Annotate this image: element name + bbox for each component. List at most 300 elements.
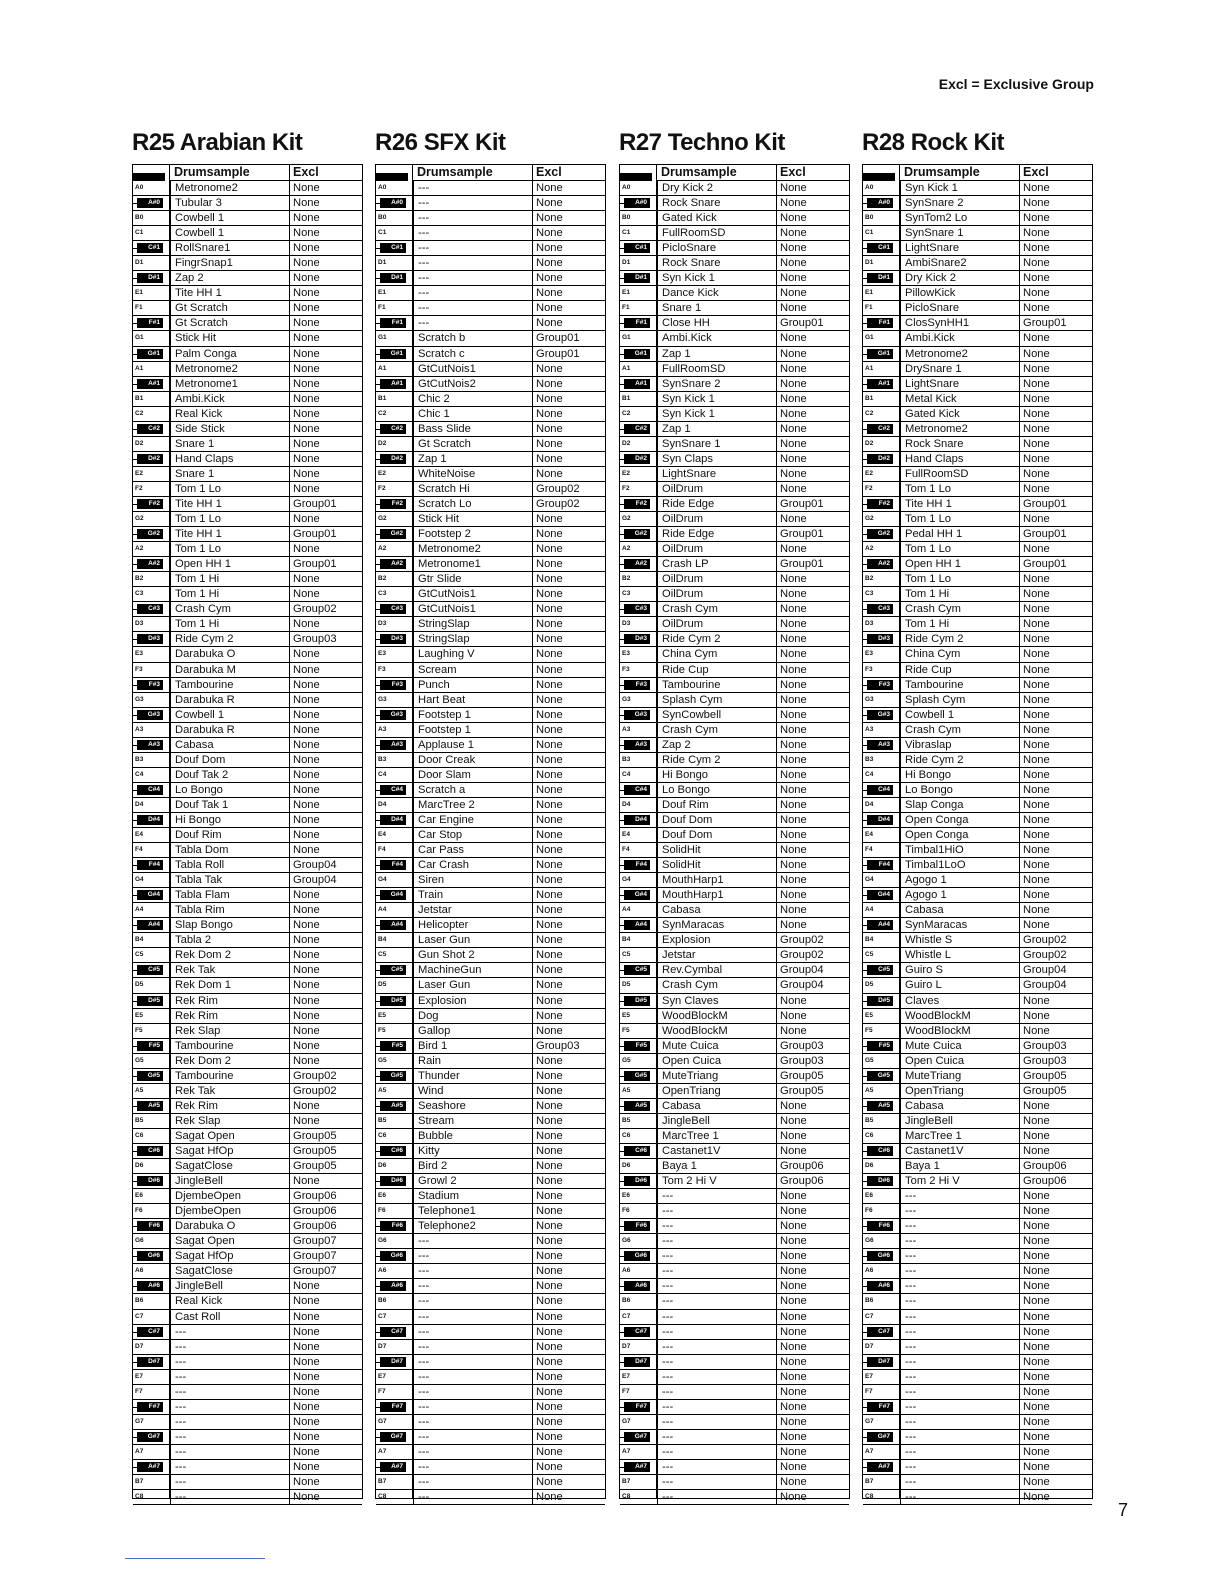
drumsample-cell: ---	[900, 1189, 1020, 1203]
excl-cell: None	[1023, 1129, 1050, 1142]
key-label: E5	[865, 1011, 873, 1019]
black-key	[620, 1249, 657, 1263]
key-label: E2	[865, 469, 873, 477]
drumsample-cell: Metronome1	[170, 377, 290, 391]
white-key	[376, 1189, 413, 1203]
drumsample-cell: SagatClose	[170, 1264, 290, 1278]
white-key	[620, 1385, 657, 1399]
black-key	[863, 241, 900, 255]
drumsample-cell: SolidHit	[657, 858, 777, 872]
white-key	[620, 1204, 657, 1218]
white-key	[133, 873, 170, 887]
excl-cell: None	[780, 693, 807, 706]
table-row	[620, 798, 849, 813]
excl-cell: None	[780, 1400, 807, 1413]
table-row	[863, 572, 1092, 587]
excl-cell: Group05	[780, 1069, 824, 1082]
key-label: G#4	[867, 890, 893, 900]
key-label: F6	[622, 1207, 630, 1215]
drumsample-cell: ---	[900, 1370, 1020, 1384]
key-label: C2	[135, 409, 144, 417]
table-row	[863, 1430, 1092, 1445]
key-label: D2	[622, 439, 631, 447]
excl-cell: None	[1023, 889, 1050, 902]
key-label: G#4	[624, 890, 650, 900]
drumsample-cell: Laughing V	[413, 647, 533, 661]
key-label: A7	[865, 1447, 874, 1455]
excl-cell: None	[780, 1235, 807, 1248]
table-row	[620, 347, 849, 362]
key-label: D7	[378, 1342, 387, 1350]
table-row	[376, 557, 605, 572]
key-label: F7	[622, 1387, 630, 1395]
drumsample-cell: Tom 2 Hi V	[900, 1174, 1020, 1188]
excl-cell: Group03	[780, 1054, 824, 1067]
excl-cell: None	[780, 1460, 807, 1473]
black-key	[620, 241, 657, 255]
excl-cell: None	[536, 693, 563, 706]
table-row	[133, 1340, 362, 1355]
key-label: G#6	[624, 1251, 650, 1261]
drumsample-cell: Siren	[413, 873, 533, 887]
drumsample-cell: MarcTree 1	[900, 1129, 1020, 1143]
excl-cell: None	[293, 1491, 320, 1504]
white-key	[376, 226, 413, 240]
table-row	[376, 978, 605, 993]
black-key	[863, 196, 900, 210]
key-label: C#5	[867, 965, 893, 975]
white-key	[376, 256, 413, 270]
drumsample-cell: Douf Rim	[170, 828, 290, 842]
white-key	[863, 1189, 900, 1203]
white-key	[133, 978, 170, 992]
drumsample-cell: Ride Cym 2	[657, 632, 777, 646]
white-key	[620, 407, 657, 421]
key-label: B7	[622, 1478, 631, 1486]
table-row	[863, 286, 1092, 301]
table-row	[863, 888, 1092, 903]
drumsample-cell: Tite HH 1	[170, 497, 290, 511]
excl-cell: None	[536, 1099, 563, 1112]
white-key	[863, 1385, 900, 1399]
drumsample-cell: Metronome2	[170, 362, 290, 376]
key-label: G4	[135, 876, 144, 884]
excl-cell: None	[536, 182, 563, 194]
table-row	[620, 422, 849, 437]
key-label: C#4	[624, 785, 650, 795]
key-label: B6	[622, 1297, 631, 1305]
table-row	[133, 1475, 362, 1490]
black-key	[133, 557, 170, 571]
excl-cell: None	[293, 1024, 320, 1037]
key-label: C#4	[380, 785, 406, 795]
key-label: D3	[622, 620, 631, 628]
white-key	[133, 617, 170, 631]
table-row	[863, 632, 1092, 647]
black-key	[376, 1430, 413, 1444]
white-key	[620, 1294, 657, 1308]
table-row	[620, 1415, 849, 1430]
key-label: C#3	[624, 604, 650, 614]
excl-cell: None	[536, 543, 563, 556]
black-key	[133, 1355, 170, 1369]
table-row	[863, 873, 1092, 888]
table-row	[133, 708, 362, 723]
excl-cell: None	[536, 859, 563, 872]
drumsample-cell: StringSlap	[413, 617, 533, 631]
drumsample-cell: Helicopter	[413, 918, 533, 932]
table-row	[863, 1129, 1092, 1144]
key-label: G3	[865, 695, 874, 703]
white-key	[620, 1129, 657, 1143]
black-key	[620, 1099, 657, 1113]
key-label: B4	[865, 936, 874, 944]
excl-cell: None	[536, 919, 563, 932]
white-key	[620, 1114, 657, 1128]
table-row	[620, 768, 849, 783]
key-label: G#2	[624, 529, 650, 539]
table-row	[863, 948, 1092, 963]
key-label: C1	[378, 229, 387, 237]
key-label: G4	[865, 876, 874, 884]
white-key	[863, 226, 900, 240]
table-row	[620, 647, 849, 662]
key-label: B0	[865, 214, 874, 222]
table-row	[620, 1069, 849, 1084]
key-label: A#1	[624, 379, 650, 389]
table-row	[863, 1144, 1092, 1159]
drumsample-cell: ---	[657, 1430, 777, 1444]
table-row	[863, 271, 1092, 286]
key-label: F#7	[137, 1402, 163, 1412]
key-label: C5	[378, 951, 387, 959]
black-key	[133, 1069, 170, 1083]
drumsample-cell: MouthHarp1	[657, 873, 777, 887]
drumsample-cell: Ride Cup	[900, 663, 1020, 677]
black-key	[620, 1279, 657, 1293]
excl-cell: None	[780, 1295, 807, 1308]
table-header	[900, 165, 1092, 181]
table-row	[863, 377, 1092, 392]
excl-cell: None	[536, 1190, 563, 1203]
excl-cell: None	[293, 693, 320, 706]
white-key	[376, 768, 413, 782]
table-row	[376, 647, 605, 662]
drumsample-cell: Tom 1 Lo	[170, 542, 290, 556]
black-key	[376, 422, 413, 436]
black-key	[133, 241, 170, 255]
key-label: D2	[378, 439, 387, 447]
excl-cell: None	[1023, 212, 1050, 225]
excl-cell: None	[536, 1415, 563, 1428]
table-row	[620, 1249, 849, 1264]
key-label: A6	[622, 1267, 631, 1275]
key-label: D7	[135, 1342, 144, 1350]
excl-cell: Group01	[780, 528, 824, 541]
key-label: G#2	[380, 529, 406, 539]
table-row	[863, 753, 1092, 768]
white-key	[133, 331, 170, 345]
excl-cell: Group05	[1023, 1069, 1067, 1082]
excl-cell: None	[536, 1220, 563, 1233]
drumsample-cell: Ride Edge	[657, 527, 777, 541]
drumsample-cell: FullRoomSD	[657, 226, 777, 240]
table-row	[863, 512, 1092, 527]
key-label: C#4	[867, 785, 893, 795]
table-row	[133, 1039, 362, 1054]
key-label: D#3	[137, 634, 163, 644]
excl-cell: None	[1023, 783, 1050, 796]
drumsample-cell: Tom 1 Lo	[900, 482, 1020, 496]
key-label: F#3	[867, 680, 893, 690]
table-row	[376, 1189, 605, 1204]
table-row	[620, 392, 849, 407]
key-label: C8	[865, 1493, 874, 1501]
excl-cell: None	[293, 227, 320, 240]
key-label: A1	[865, 364, 874, 372]
table-row	[376, 963, 605, 978]
black-key	[376, 994, 413, 1008]
key-label: F6	[135, 1207, 143, 1215]
drumsample-cell: Scratch c	[413, 347, 533, 361]
drumsample-cell: Ambi.Kick	[170, 392, 290, 406]
white-key	[376, 467, 413, 481]
white-key	[863, 437, 900, 451]
key-label: D#7	[137, 1357, 163, 1367]
excl-cell: Group03	[293, 633, 337, 646]
excl-cell: None	[293, 964, 320, 977]
drumsample-cell: Zap 2	[657, 738, 777, 752]
key-label: C6	[378, 1131, 387, 1139]
excl-cell: Group04	[293, 874, 337, 887]
table-row	[620, 226, 849, 241]
white-key	[133, 1204, 170, 1218]
drumsample-cell: GtCutNois1	[413, 362, 533, 376]
excl-cell: None	[780, 1145, 807, 1157]
black-key	[376, 918, 413, 932]
black-key	[620, 347, 657, 361]
excl-cell: None	[1023, 377, 1050, 390]
black-key	[376, 1174, 413, 1188]
drumsample-cell: Claves	[900, 994, 1020, 1008]
drumsample-cell: Pedal HH 1	[900, 527, 1020, 541]
drumsample-cell: Ride Cup	[657, 663, 777, 677]
drumsample-cell: Tite HH 1	[170, 527, 290, 541]
drumsample-cell: Baya 1	[900, 1159, 1020, 1173]
drumsample-cell: Rock Snare	[900, 437, 1020, 451]
black-key	[863, 963, 900, 977]
drumsample-cell: MachineGun	[413, 963, 533, 977]
table-row	[376, 256, 605, 271]
key-label: C#5	[624, 965, 650, 975]
table-row	[863, 1325, 1092, 1340]
key-label: F4	[378, 846, 386, 854]
excl-cell: None	[1023, 618, 1050, 631]
key-label: G3	[378, 695, 387, 703]
drumsample-cell: Bubble	[413, 1129, 533, 1143]
drumsample-cell: Door Slam	[413, 768, 533, 782]
table-row	[133, 1024, 362, 1039]
drumsample-cell: Scratch Hi	[413, 482, 533, 496]
excl-cell: None	[780, 347, 807, 360]
drumsample-cell: Crash Cym	[900, 602, 1020, 616]
black-key	[620, 1174, 657, 1188]
table-row	[863, 978, 1092, 993]
key-label: C4	[865, 770, 874, 778]
white-key	[133, 1159, 170, 1173]
excl-cell: None	[293, 513, 320, 526]
white-key	[620, 978, 657, 992]
key-label: B5	[622, 1116, 631, 1124]
key-label: F7	[378, 1387, 386, 1395]
excl-cell: None	[780, 242, 807, 255]
excl-cell: None	[780, 1385, 807, 1398]
excl-cell: None	[293, 242, 320, 255]
excl-cell: None	[780, 874, 807, 887]
black-key	[133, 1174, 170, 1188]
white-key	[863, 978, 900, 992]
white-key	[376, 512, 413, 526]
key-label: F7	[865, 1387, 873, 1395]
drumsample-cell: Castanet1V	[900, 1144, 1020, 1158]
excl-cell: Group05	[780, 1084, 824, 1097]
drumsample-cell: Syn Kick 1	[657, 407, 777, 421]
black-key	[620, 1400, 657, 1414]
key-label: A7	[622, 1447, 631, 1455]
key-label: C#7	[624, 1327, 650, 1337]
key-label: B3	[865, 755, 874, 763]
white-key	[863, 181, 900, 195]
white-key	[863, 647, 900, 661]
drumsample-cell: Agogo 1	[900, 873, 1020, 887]
drumsample-cell: Gated Kick	[657, 211, 777, 225]
key-label: B3	[378, 755, 387, 763]
excl-cell: None	[1023, 1310, 1050, 1323]
table-row	[620, 1430, 849, 1445]
excl-cell: None	[536, 708, 563, 721]
table-row	[863, 316, 1092, 331]
table-row	[620, 888, 849, 903]
excl-cell: Group07	[293, 1265, 337, 1278]
key-label: D6	[865, 1162, 874, 1170]
key-label: G5	[622, 1056, 631, 1064]
drumsample-cell: Laser Gun	[413, 978, 533, 992]
excl-cell: None	[536, 1009, 563, 1022]
key-label: C#1	[867, 243, 893, 253]
drumsample-cell: ---	[900, 1325, 1020, 1339]
white-key	[863, 542, 900, 556]
key-label: G5	[378, 1056, 387, 1064]
key-label: E6	[865, 1192, 873, 1200]
drumsample-cell: Explosion	[413, 994, 533, 1008]
black-key	[620, 316, 657, 330]
key-label: F5	[135, 1026, 143, 1034]
key-label: C2	[865, 409, 874, 417]
excl-cell: None	[1023, 407, 1050, 420]
drumsample-cell: Cabasa	[657, 1099, 777, 1113]
excl-cell: None	[536, 573, 563, 586]
excl-cell: None	[293, 182, 320, 194]
table-row	[863, 858, 1092, 873]
white-key	[863, 1009, 900, 1023]
table-row	[620, 331, 849, 346]
white-key	[620, 1234, 657, 1248]
white-key	[620, 467, 657, 481]
black-key	[863, 813, 900, 827]
key-label: E2	[378, 469, 386, 477]
drumsample-cell: OilDrum	[657, 542, 777, 556]
drumsample-cell: Palm Conga	[170, 347, 290, 361]
drumsample-cell: Bird 2	[413, 1159, 533, 1173]
white-key	[863, 1129, 900, 1143]
table-row	[133, 1385, 362, 1400]
key-label: E1	[378, 289, 386, 297]
excl-cell: None	[780, 678, 807, 691]
drumsample-cell: Scratch b	[413, 331, 533, 345]
black-key	[863, 497, 900, 511]
excl-cell: None	[780, 738, 807, 751]
excl-cell: None	[780, 1009, 807, 1022]
drumsample-cell: SynCowbell	[657, 708, 777, 722]
key-label: F#5	[867, 1041, 893, 1051]
table-row	[376, 572, 605, 587]
white-key	[133, 1415, 170, 1429]
table-row	[863, 1279, 1092, 1294]
black-key	[863, 632, 900, 646]
table-row	[863, 331, 1092, 346]
black-key	[376, 858, 413, 872]
drumsample-cell: Baya 1	[657, 1159, 777, 1173]
key-label: F1	[865, 304, 873, 312]
excl-cell: None	[536, 407, 563, 420]
drumsample-cell: Snare 1	[657, 301, 777, 315]
black-key	[376, 241, 413, 255]
white-key	[133, 753, 170, 767]
table-row	[620, 948, 849, 963]
white-key	[863, 362, 900, 376]
white-key	[376, 1009, 413, 1023]
table-row	[133, 647, 362, 662]
white-key	[863, 1159, 900, 1173]
white-key	[620, 1159, 657, 1173]
excl-cell: Group07	[293, 1250, 337, 1263]
drumsample-cell: Footstep 2	[413, 527, 533, 541]
table-row	[620, 1340, 849, 1355]
black-key	[133, 422, 170, 436]
key-label: E4	[622, 831, 630, 839]
drumsample-cell: Cabasa	[900, 903, 1020, 917]
excl-cell: Group01	[1023, 528, 1067, 541]
table-row	[133, 768, 362, 783]
key-label: D7	[622, 1342, 631, 1350]
excl-cell: None	[536, 844, 563, 857]
excl-cell: None	[293, 979, 320, 992]
black-key	[133, 316, 170, 330]
table-row	[863, 693, 1092, 708]
white-key	[620, 753, 657, 767]
table-row	[863, 1189, 1092, 1204]
drumsample-cell: Tom 2 Hi V	[657, 1174, 777, 1188]
black-key	[620, 1039, 657, 1053]
key-label: G2	[378, 515, 387, 523]
key-label: D2	[865, 439, 874, 447]
drumsample-cell: ---	[657, 1249, 777, 1263]
white-key	[376, 828, 413, 842]
key-label: A#3	[624, 740, 650, 750]
key-label: D#6	[137, 1176, 163, 1186]
key-label: G#7	[867, 1432, 893, 1442]
key-label: C#6	[380, 1146, 406, 1156]
